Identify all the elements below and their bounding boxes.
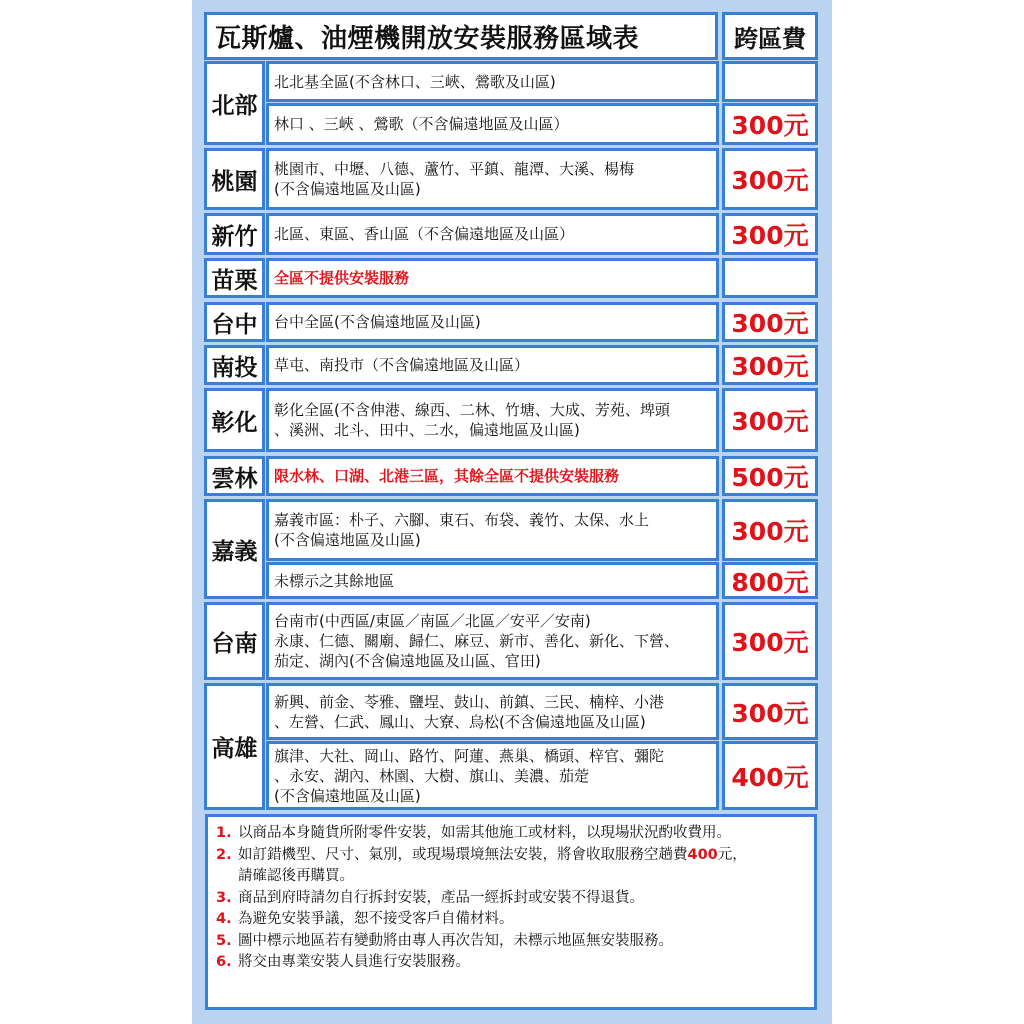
note-text: 為避免安裝爭議，恕不接受客戶自備材料。 [238, 911, 514, 927]
area-text: 嘉義市區：朴子、六腳、東石、布袋、義竹、太保、水上 (不含偏遠地區及山區) [274, 511, 650, 549]
region-north: 北部 [204, 61, 265, 145]
area-miaoli [266, 258, 719, 298]
table-title: 瓦斯爐、油煙機開放安裝服務區域表 [204, 12, 718, 60]
fee-north-1 [722, 61, 818, 102]
area-text: 北北基全區(不含林口、三峽、鶯歌及山區) [274, 72, 556, 91]
note-number: 5. [216, 932, 232, 949]
area-text: 限水林、口湖、北港三區，其餘全區不提供安裝服務 [274, 467, 620, 485]
fee-taichung: 300元 [722, 302, 818, 342]
note-item [216, 931, 806, 953]
area-chiayi-1 [266, 499, 719, 561]
area-taoyuan [266, 148, 719, 210]
area-tainan [266, 602, 719, 680]
note-text: 以商品本身隨貨所附零件安裝，如需其他施工或材料，以現場狀況酌收費用。 [238, 825, 731, 841]
area-hsinchu [266, 213, 719, 255]
note-item [216, 952, 806, 974]
fee-kaohsiung-2: 400元 [722, 741, 818, 810]
note-number: 3. [216, 889, 232, 906]
area-text: 台中全區(不含偏遠地區及山區) [274, 313, 481, 331]
fee-kaohsiung-1: 300元 [722, 683, 818, 740]
note-item [216, 909, 806, 931]
note-number: 1. [216, 825, 232, 841]
region-chiayi: 嘉義 [204, 499, 265, 599]
area-text: 新興、前金、苓雅、鹽埕、鼓山、前鎮、三民、楠梓、小港 、左營、仁武、鳳山、大寮、烏松(不含偏遠地區及山區) [274, 692, 665, 731]
note-text-after: 元， [717, 846, 747, 863]
area-north-1 [266, 61, 719, 102]
fee-miaoli [722, 258, 818, 298]
fee-nantou: 300元 [722, 345, 818, 385]
area-kaohsiung-2 [266, 741, 719, 810]
fee-taoyuan: 300元 [722, 148, 818, 210]
area-text: 全區不提供安裝服務 [274, 269, 410, 287]
note-number: 2. [216, 846, 232, 863]
region-nantou: 南投 [204, 345, 265, 385]
area-text: 草屯、南投市（不含偏遠地區及山區） [274, 356, 530, 374]
fee-changhua: 300元 [722, 388, 818, 452]
region-taoyuan: 桃園 [204, 148, 265, 210]
area-text: 彰化全區(不含伸港、線西、二林、竹塘、大成、芳苑、埤頭 、溪洲、北斗、田中、二水，偏遠地區及山區) [274, 401, 670, 439]
area-chiayi-2 [266, 562, 719, 599]
fee-column-header: 跨區費 [722, 12, 818, 60]
fee-tainan: 300元 [722, 602, 818, 680]
region-taichung: 台中 [204, 302, 265, 342]
fee-hsinchu: 300元 [722, 213, 818, 255]
region-changhua: 彰化 [204, 388, 265, 452]
note-text: 如訂錯機型、尺寸、氣別，或現場環境無法安裝，將會收取服務空趟費 [238, 846, 688, 863]
region-yunlin: 雲林 [204, 456, 265, 496]
note-text: 將交由專業安裝人員進行安裝服務。 [238, 954, 470, 970]
area-changhua [266, 388, 719, 452]
area-taichung [266, 302, 719, 342]
area-text: 台南市(中西區/東區／南區／北區／安平／安南) 永康、仁德、關廟、歸仁、麻豆、新市、善化、新化、下營、 茄定、湖內(不含偏遠地區及山區、官田) [274, 612, 680, 670]
area-text: 桃園市、中壢、八德、蘆竹、平鎮、龍潭、大溪、楊梅 (不含偏遠地區及山區) [274, 160, 635, 198]
note-text: 圖中標示地區若有變動將由專人再次告知，未標示地區無安裝服務。 [238, 932, 673, 949]
region-miaoli: 苗栗 [204, 258, 265, 298]
fee-yunlin: 500元 [722, 456, 818, 496]
note-item [216, 823, 806, 845]
region-tainan: 台南 [204, 602, 265, 680]
region-kaohsiung: 高雄 [204, 683, 265, 810]
area-yunlin [266, 456, 719, 496]
note-number: 6. [216, 954, 232, 970]
note-text: 請確認後再購買。 [238, 868, 354, 884]
fee-chiayi-2: 800元 [722, 562, 818, 599]
area-text: 林口 、三峽 、鶯歌（不含偏遠地區及山區） [274, 115, 569, 133]
note-item [216, 888, 806, 910]
area-north-2 [266, 103, 719, 145]
note-text: 商品到府時請勿自行拆封安裝，產品一經拆封或安裝不得退貨。 [238, 889, 644, 906]
area-nantou [266, 345, 719, 385]
area-text: 未標示之其餘地區 [274, 571, 395, 590]
fee-chiayi-1: 300元 [722, 499, 818, 561]
notes-box [205, 814, 817, 1010]
note-highlight: 400 [687, 846, 718, 863]
area-kaohsiung-1 [266, 683, 719, 740]
region-hsinchu: 新竹 [204, 213, 265, 255]
note-continuation [216, 866, 806, 888]
area-text: 旗津、大社、岡山、路竹、阿蓮、燕巢、橋頭、梓官、彌陀 、永安、湖內、林園、大樹、旗山、美濃、茄萣 (不含偏遠地區及山區) [274, 746, 665, 805]
note-item [216, 845, 806, 867]
area-text: 北區、東區、香山區（不含偏遠地區及山區） [274, 225, 575, 243]
fee-north-2: 300元 [722, 103, 818, 145]
note-number: 4. [216, 911, 232, 927]
